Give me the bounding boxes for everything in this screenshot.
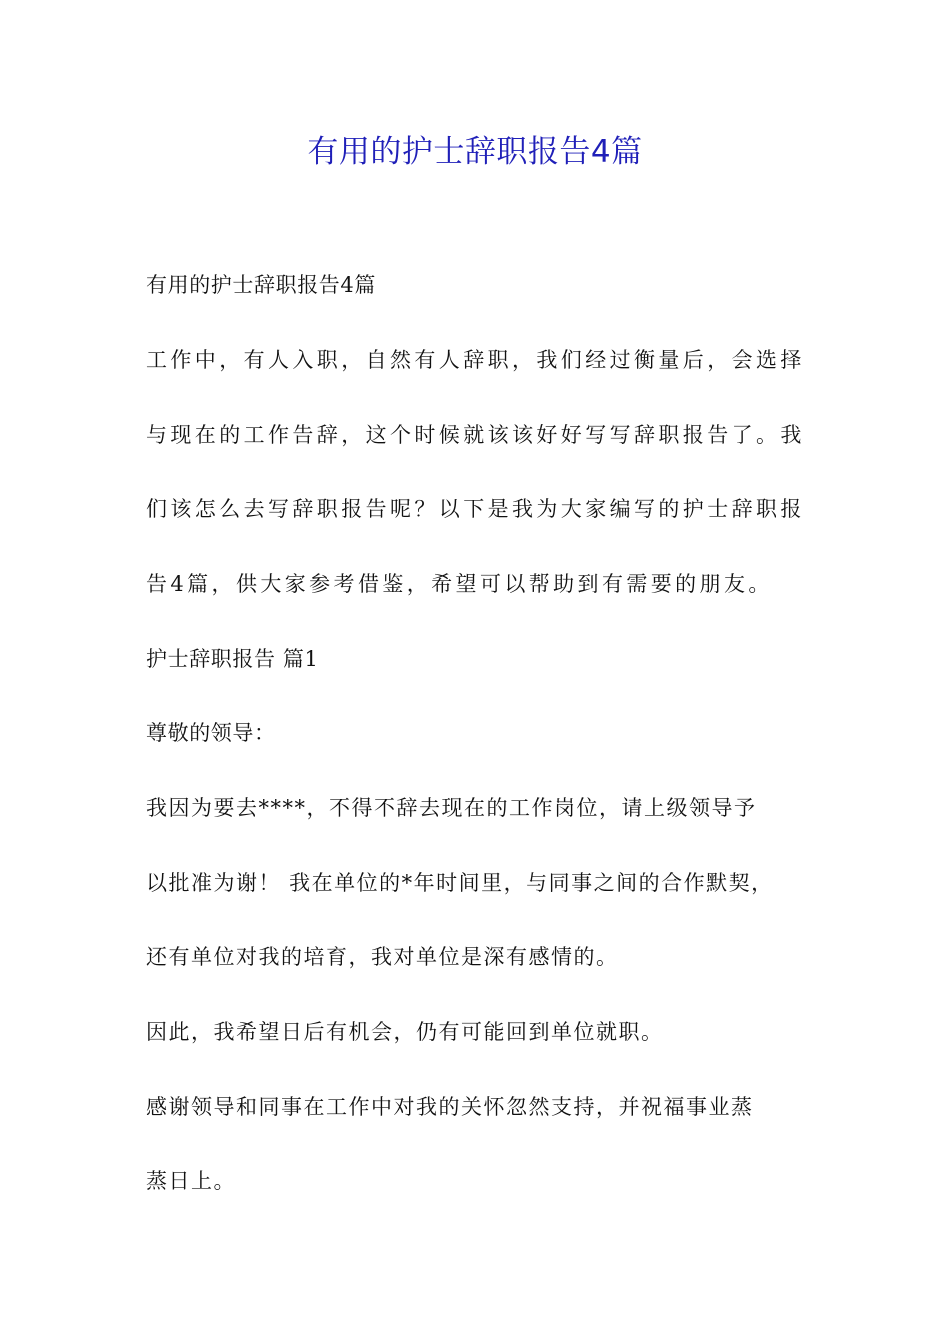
subtitle-line: 有用的护士辞职报告4篇: [146, 273, 376, 297]
paragraph-line: 我因为要去****，不得不辞去现在的工作岗位，请上级领导予: [146, 796, 757, 820]
paragraph-line: 感谢领导和同事在工作中对我的关怀忽然支持，并祝福事业蒸: [146, 1095, 754, 1119]
paragraph-line: 工作中，有人入职，自然有人辞职，我们经过衡量后，会选择: [146, 348, 805, 372]
paragraph-line: 还有单位对我的培育，我对单位是深有感情的。: [146, 945, 619, 969]
paragraph-line: 与现在的工作告辞，这个时候就该该好好写写辞职报告了。我: [146, 423, 805, 447]
paragraph-line: 以批准为谢！ 我在单位的*年时间里，与同事之间的合作默契，: [146, 871, 774, 895]
paragraph-line: 蒸日上。: [146, 1169, 236, 1193]
paragraph-line: 们该怎么去写辞职报告呢？以下是我为大家编写的护士辞职报: [146, 497, 805, 521]
document-title: 有用的护士辞职报告4篇: [307, 134, 643, 170]
section-heading: 护士辞职报告 篇1: [146, 647, 319, 671]
salutation: 尊敬的领导：: [146, 721, 276, 745]
paragraph-line: 告4篇，供大家参考借鉴，希望可以帮助到有需要的朋友。: [146, 572, 773, 596]
paragraph-line: 因此，我希望日后有机会，仍有可能回到单位就职。: [146, 1020, 664, 1044]
